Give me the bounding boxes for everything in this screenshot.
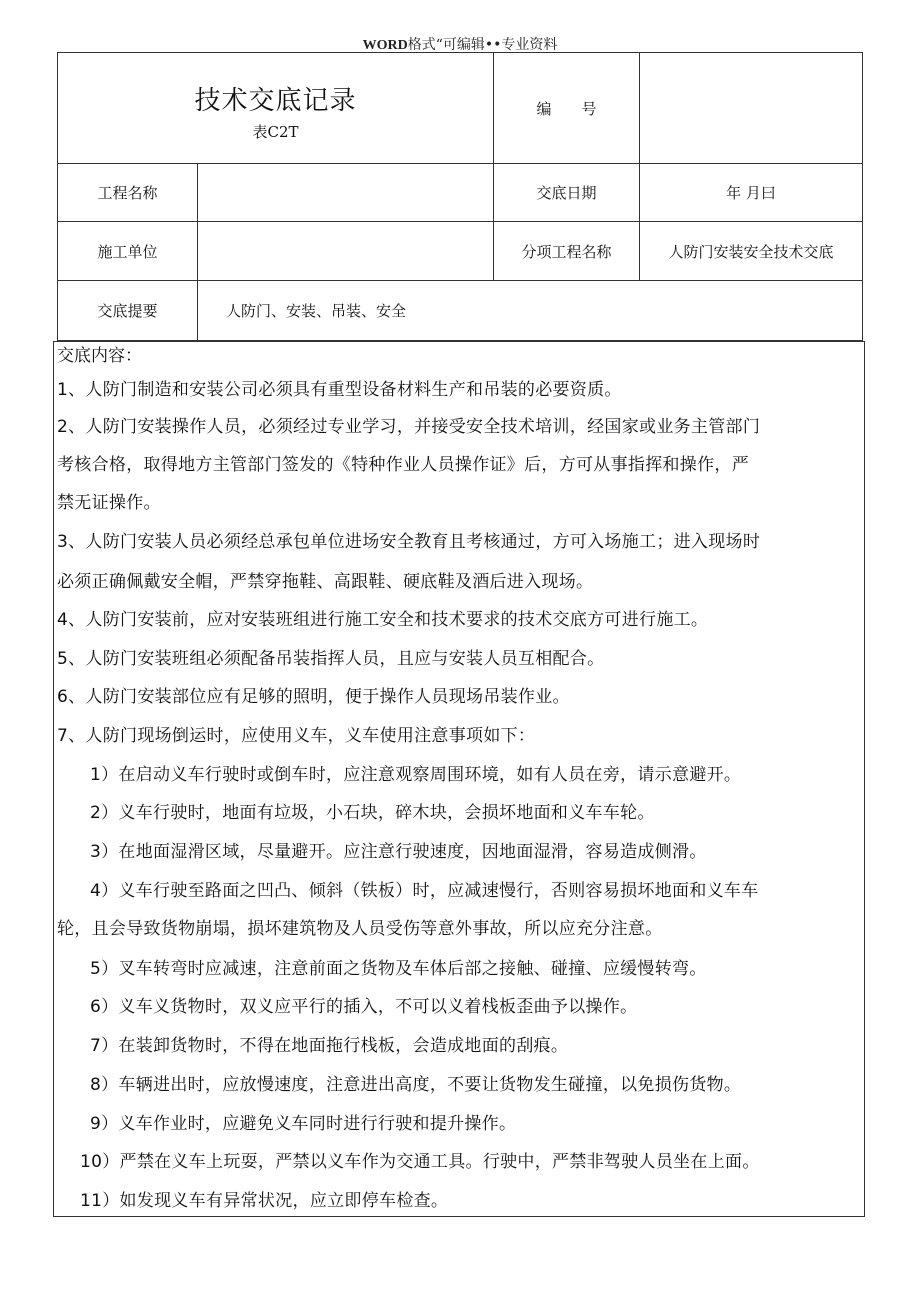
content-line: 2、人防门安装操作人员，必须经过专业学习，并接受安全技术培训，经国家或业务主管部门	[57, 417, 761, 437]
sub-project-value: 人防门安装安全技术交底	[640, 222, 863, 281]
content-line: 1、人防门制造和安装公司必须具有重型设备材料生产和吊装的必要资质。	[57, 380, 622, 400]
summary-label: 交底提要	[58, 281, 198, 341]
content-line: 3）在地面湿滑区域，尽量避开。应注意行驶速度，因地面湿滑，容易造成侧滑。	[90, 842, 707, 862]
content-heading: 交底内容：	[57, 346, 142, 366]
content-line: 禁无证操作。	[57, 493, 161, 513]
content-line: 11）如发现义车有异常状况，应立即停车检查。	[80, 1191, 449, 1211]
content-line: 7）在装卸货物时，不得在地面拖行栈板，会造成地面的刮痕。	[90, 1036, 569, 1056]
sub-project-label: 分项工程名称	[494, 222, 640, 281]
construction-unit-label: 施工单位	[58, 222, 198, 281]
content-line: 5）叉车转弯时应减速，注意前面之货物及车体后部之接触、碰撞、应缓慢转弯。	[90, 959, 707, 979]
content-line: 10）严禁在义车上玩耍，严禁以义车作为交通工具。行驶中，严禁非驾驶人员坐在上面。	[80, 1152, 760, 1172]
page-watermark	[0, 34, 920, 54]
watermark-text: 格式“可编辑••专业资料	[407, 37, 558, 53]
content-line: 2）义车行驶时，地面有垃圾，小石块，碎木块，会损坏地面和义车车轮。	[90, 803, 655, 823]
content-line: 4、人防门安装前，应对安装班组进行施工安全和技术要求的技术交底方可进行施工。	[57, 610, 709, 630]
content-line: 轮，且会导致货物崩塌，损坏建筑物及人员受伤等意外事故，所以应充分注意。	[57, 919, 663, 939]
content-line: 5、人防门安装班组必须配备吊装指挥人员，且应与安装人员互相配合。	[57, 649, 605, 669]
content-line: 3、人防门安装人员必须经总承包单位进场安全教育且考核通过，方可入场施工；进入现场时	[57, 532, 761, 552]
content-line: 6、人防门安装部位应有足够的照明，便于操作人员现场吊装作业。	[57, 687, 570, 707]
content-line: 必须正确佩戴安全帽，严禁穿拖鞋、高跟鞋、硬底鞋及酒后进入现场。	[57, 572, 594, 592]
summary-value: 人防门、安装、吊装、安全	[198, 281, 863, 341]
date-value: 年 月曰	[640, 164, 863, 222]
content-line: 1）在启动义车行驶时或倒车时，应注意观察周围环境，如有人员在旁，请示意避开。	[90, 765, 742, 785]
document-title: 技术交底记录	[194, 86, 357, 116]
header-table	[57, 52, 863, 341]
content-line: 7、人防门现场倒运时，应使用义车，义车使用注意事项如下：	[57, 726, 536, 746]
date-label: 交底日期	[494, 164, 640, 222]
project-name-label: 工程名称	[58, 164, 198, 222]
number-value	[640, 53, 863, 164]
construction-unit-value	[198, 222, 494, 281]
watermark-bold: WORD	[362, 38, 408, 53]
content-line: 考核合格，取得地方主管部门签发的《特种作业人员操作证》后，方可从事指挥和操作，严	[57, 455, 749, 475]
project-name-value	[198, 164, 494, 222]
number-label: 编 号	[494, 53, 640, 164]
content-line: 8）车辆进出时，应放慢速度，注意进出高度，不要让货物发生碰撞，以免损伤货物。	[90, 1075, 742, 1095]
form-code: 表C2T	[252, 123, 299, 141]
content-line: 4）义车行驶至路面之凹凸、倾斜（铁板）时，应减速慢行，否则容易损坏地面和义车车	[90, 881, 759, 901]
content-line: 9）义车作业时，应避免义车同时进行行驶和提升操作。	[90, 1114, 517, 1134]
title-cell	[58, 53, 494, 164]
content-box	[53, 341, 865, 1217]
content-line: 6）义车义货物时，双义应平行的插入，不可以义着栈板歪曲予以操作。	[90, 997, 638, 1017]
